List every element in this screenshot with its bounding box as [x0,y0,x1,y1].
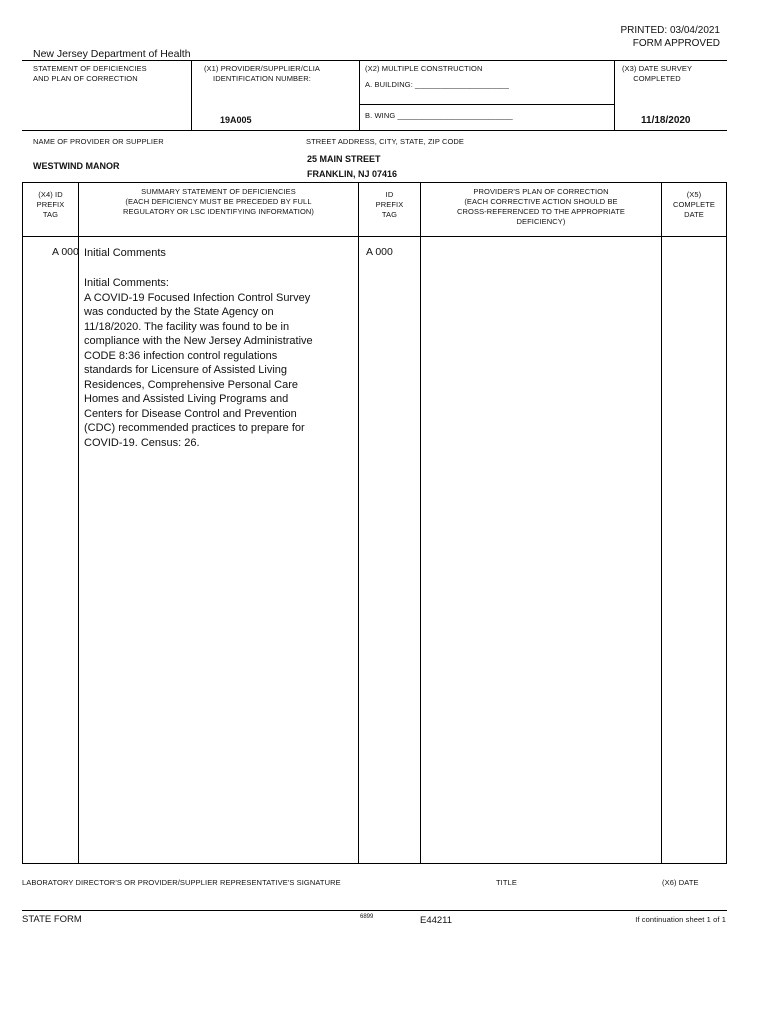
right-border [726,182,727,864]
entry-text: Initial Comments: A COVID-19 Focused Infection Control Survey was conducted by the State Agency on 11/18/2020. The facility was found to be in compliance with the New Jersey Administrative CODE 8:36 infection control regulations standards for Licensure of Assisted Living Residences, Comprehensive Personal Care Homes and Assisted Living Programs and Centers for Disease Control and Prevention (CDC) recommended practices to prepare for COVID-19. Census: 26. [84,277,313,449]
printed-date: PRINTED: 03/04/2021 [620,25,720,36]
entry-title: Initial Comments [84,247,166,259]
col-divider-3 [420,182,421,864]
state-form-label: STATE FORM [22,914,82,925]
left-border [22,182,23,864]
left-prefix-tag: A 000 [52,246,79,258]
agency-name: New Jersey Department of Health [33,48,191,60]
city-value: FRANKLIN, NJ 07416 [307,169,398,179]
signature-line [22,910,727,911]
plan-header: PROVIDER'S PLAN OF CORRECTION (EACH CORRECTIVE ACTION SHOULD BE CROSS-REFERENCED TO THE APPROPRIATE DEFICIENCY) [457,187,625,226]
building-label: A. BUILDING: ______________________ [365,80,510,89]
col-divider-1 [78,182,79,864]
continuation-sheet: If continuation sheet 1 of 1 [635,915,726,924]
divider-x2 [359,60,360,130]
signature-label: LABORATORY DIRECTOR'S OR PROVIDER/SUPPLIER REPRESENTATIVE'S SIGNATURE [22,878,341,887]
x5-header: (X5) COMPLETE DATE [672,190,716,219]
right-prefix-tag: A 000 [366,246,393,258]
event-id: E44211 [420,915,453,926]
title-label: TITLE [496,878,517,887]
x4-header: (X4) ID PREFIX TAG [36,190,65,219]
body-bottom [22,863,727,864]
x3-value: 11/18/2020 [641,115,691,126]
street-value: 25 MAIN STREET [307,154,381,164]
col-divider-4 [661,182,662,864]
top-border [22,60,727,61]
statement-label: STATEMENT OF DEFICIENCIES AND PLAN OF CORRECTION [33,64,147,83]
x6-date-label: (X6) DATE [662,878,699,887]
columns-header-bottom [22,236,727,237]
form-code: 6899 [360,914,374,920]
provider-name-label: NAME OF PROVIDER OR SUPPLIER [33,137,164,146]
x1-value: 19A005 [220,115,252,125]
x1-label: (X1) PROVIDER/SUPPLIER/CLIA IDENTIFICATION NUMBER: [203,64,321,83]
address-label: STREET ADDRESS, CITY, STATE, ZIP CODE [306,137,465,146]
form-approved: FORM APPROVED [632,38,720,49]
top-box-bottom [22,130,727,131]
col-divider-2 [358,182,359,864]
x2-label: (X2) MULTIPLE CONSTRUCTION [365,64,483,73]
id-header: ID PREFIX TAG [375,190,404,219]
x3-label: (X3) DATE SURVEY COMPLETED [621,64,693,83]
header-block [621,24,721,50]
summary-header: SUMMARY STATEMENT OF DEFICIENCIES (EACH DEFICIENCY MUST BE PRECEDED BY FULL REGULATORY OR LSC IDENTIFYING INFORMATION) [122,187,315,216]
building-wing-divider [359,104,614,105]
provider-name-value: WESTWIND MANOR [33,161,120,171]
wing-label: B. WING ___________________________ [365,111,513,120]
columns-top [22,182,727,183]
